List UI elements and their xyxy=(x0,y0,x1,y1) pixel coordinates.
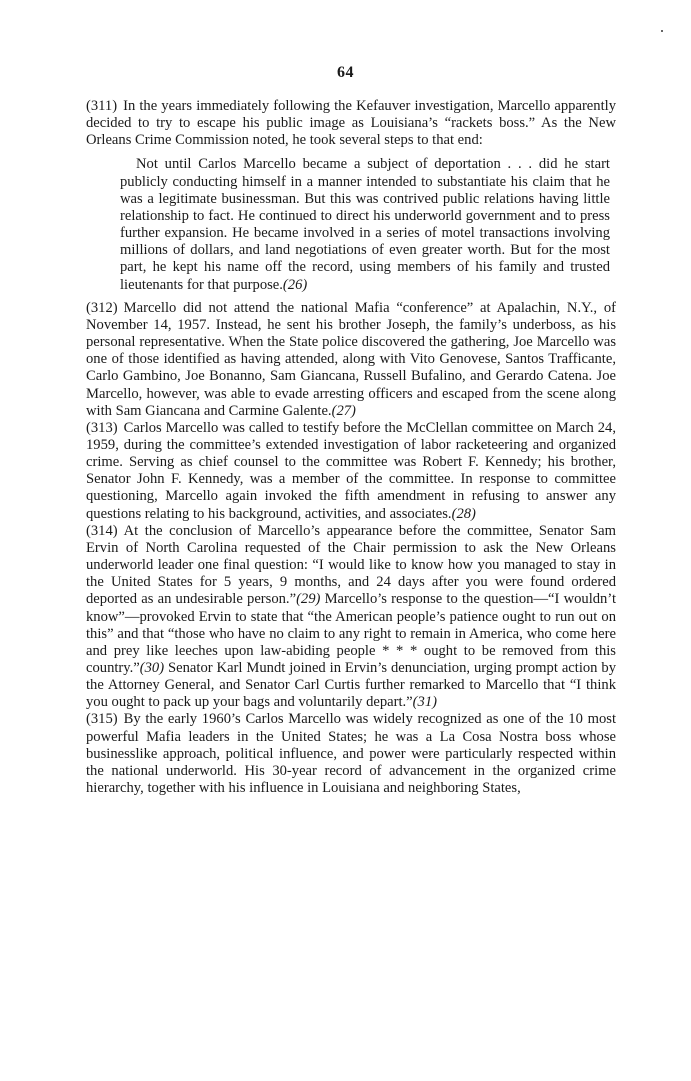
paragraph-text: In the years immediately following the Kefauver investigation, Marcello apparently decided to try to escape his public image as Louisiana’s “rackets boss.” As the New Orleans Crime Commission noted, he took several steps to that end: xyxy=(86,98,616,149)
paragraph-number: (311) xyxy=(86,98,118,114)
paragraph-313 xyxy=(86,420,616,523)
paragraph-311 xyxy=(86,98,616,149)
paragraph-number: (313) xyxy=(86,419,118,436)
citation: (31) xyxy=(412,694,437,711)
paragraph-312 xyxy=(86,300,616,420)
page-number: 64 xyxy=(337,64,354,81)
scan-speck xyxy=(661,30,663,32)
paragraph-number: (312) xyxy=(86,299,118,316)
paragraph-text: Marcello did not attend the national Mafia “conference” at Apalachin, N.Y., of November 14, 1957. Instead, he sent his brother Joseph, the family’s underboss, as his personal representative. When the State police discovered the gathering, Joe Marcello was one of those identified as having attended, along with Vito Genovese, Santos Trafficante, Carlo Gambino, Joe Bonanno, Sam Giancana, Russell Bufalino, and Gerardo Catena. Joe Marcello, however, was able to evade arresting officers and escaped from the scene along with Sam Giancana and Carmine Galente. xyxy=(86,299,616,419)
paragraph-text: Marcello’s response to the question—“I wouldn’t know”—provoked Ervin to state that “the American people’s patience ought to run out on this” and that “those who have no claim to any right to remain in America, who come here and prey like leeches upon law-abiding people * * * ought to be removed from this country.” xyxy=(86,591,617,676)
citation: (30) xyxy=(139,660,165,676)
paragraph-text: By the early 1960’s Carlos Marcello was widely recognized as one of the 10 most powerful Mafia leaders in the United States; he was a La Cosa Nostra boss whose businesslike approach, political influence, and power were particularly respected within the national underworld. His 30-year record of advancement in the organized crime hierarchy, together with his influence in Louisiana and neighboring States, xyxy=(86,711,616,797)
paragraph-text: Senator Karl Mundt joined in Ervin’s denunciation, urging prompt action by the Attorney General, and Senator Carl Curtis further remarked to Marcello that “I think you ought to pack up your bags and voluntarily depart.” xyxy=(86,660,616,711)
paragraph-number: (314) xyxy=(86,522,118,539)
citation: (28) xyxy=(451,505,476,522)
paragraph-314 xyxy=(86,523,616,712)
quote-text: Not until Carlos Marcello became a subject of deportation . . . did he start publicly conducting himself in a manner intended to substantiate his claim that he was a legitimate businessman. But this was contrived public relations having little relationship to fact. He continued to direct his underworld government and to press further expansion. He became involved in a series of motel transactions involving millions of dollars, and land negotiations of even greater worth. But for the most part, he kept his name off the record, using members of his family and trusted lieutenants for that purpose. xyxy=(120,156,610,293)
block-quote xyxy=(120,156,610,293)
paragraph-text: At the conclusion of Marcello’s appearance before the committee, Senator Sam Ervin of North Carolina requested of the Chair permission to ask the New Orleans underworld leader one final question: “I would like to know how you managed to stay in the United States for 5 years, 9 months, and 24 days after you were found ordered deported as an undesirable person.” xyxy=(86,522,616,608)
citation: (27) xyxy=(331,402,356,419)
citation: (26) xyxy=(282,276,308,293)
page-body xyxy=(86,98,616,797)
citation: (29) xyxy=(296,591,321,608)
paragraph-text: Carlos Marcello was called to testify before the McClellan committee on March 24, 1959, during the committee’s extended investigation of labor racketeering and organized crime. Serving as chief counsel to the committee was Robert F. Kennedy; his brother, Senator John F. Kennedy, was a member of the committee. In response to committee questioning, Marcello again invoked the fifth amendment in refusing to answer any questions relating to his background, activities, and associates. xyxy=(86,419,616,522)
paragraph-315 xyxy=(86,711,616,797)
paragraph-number: (315) xyxy=(86,711,118,728)
